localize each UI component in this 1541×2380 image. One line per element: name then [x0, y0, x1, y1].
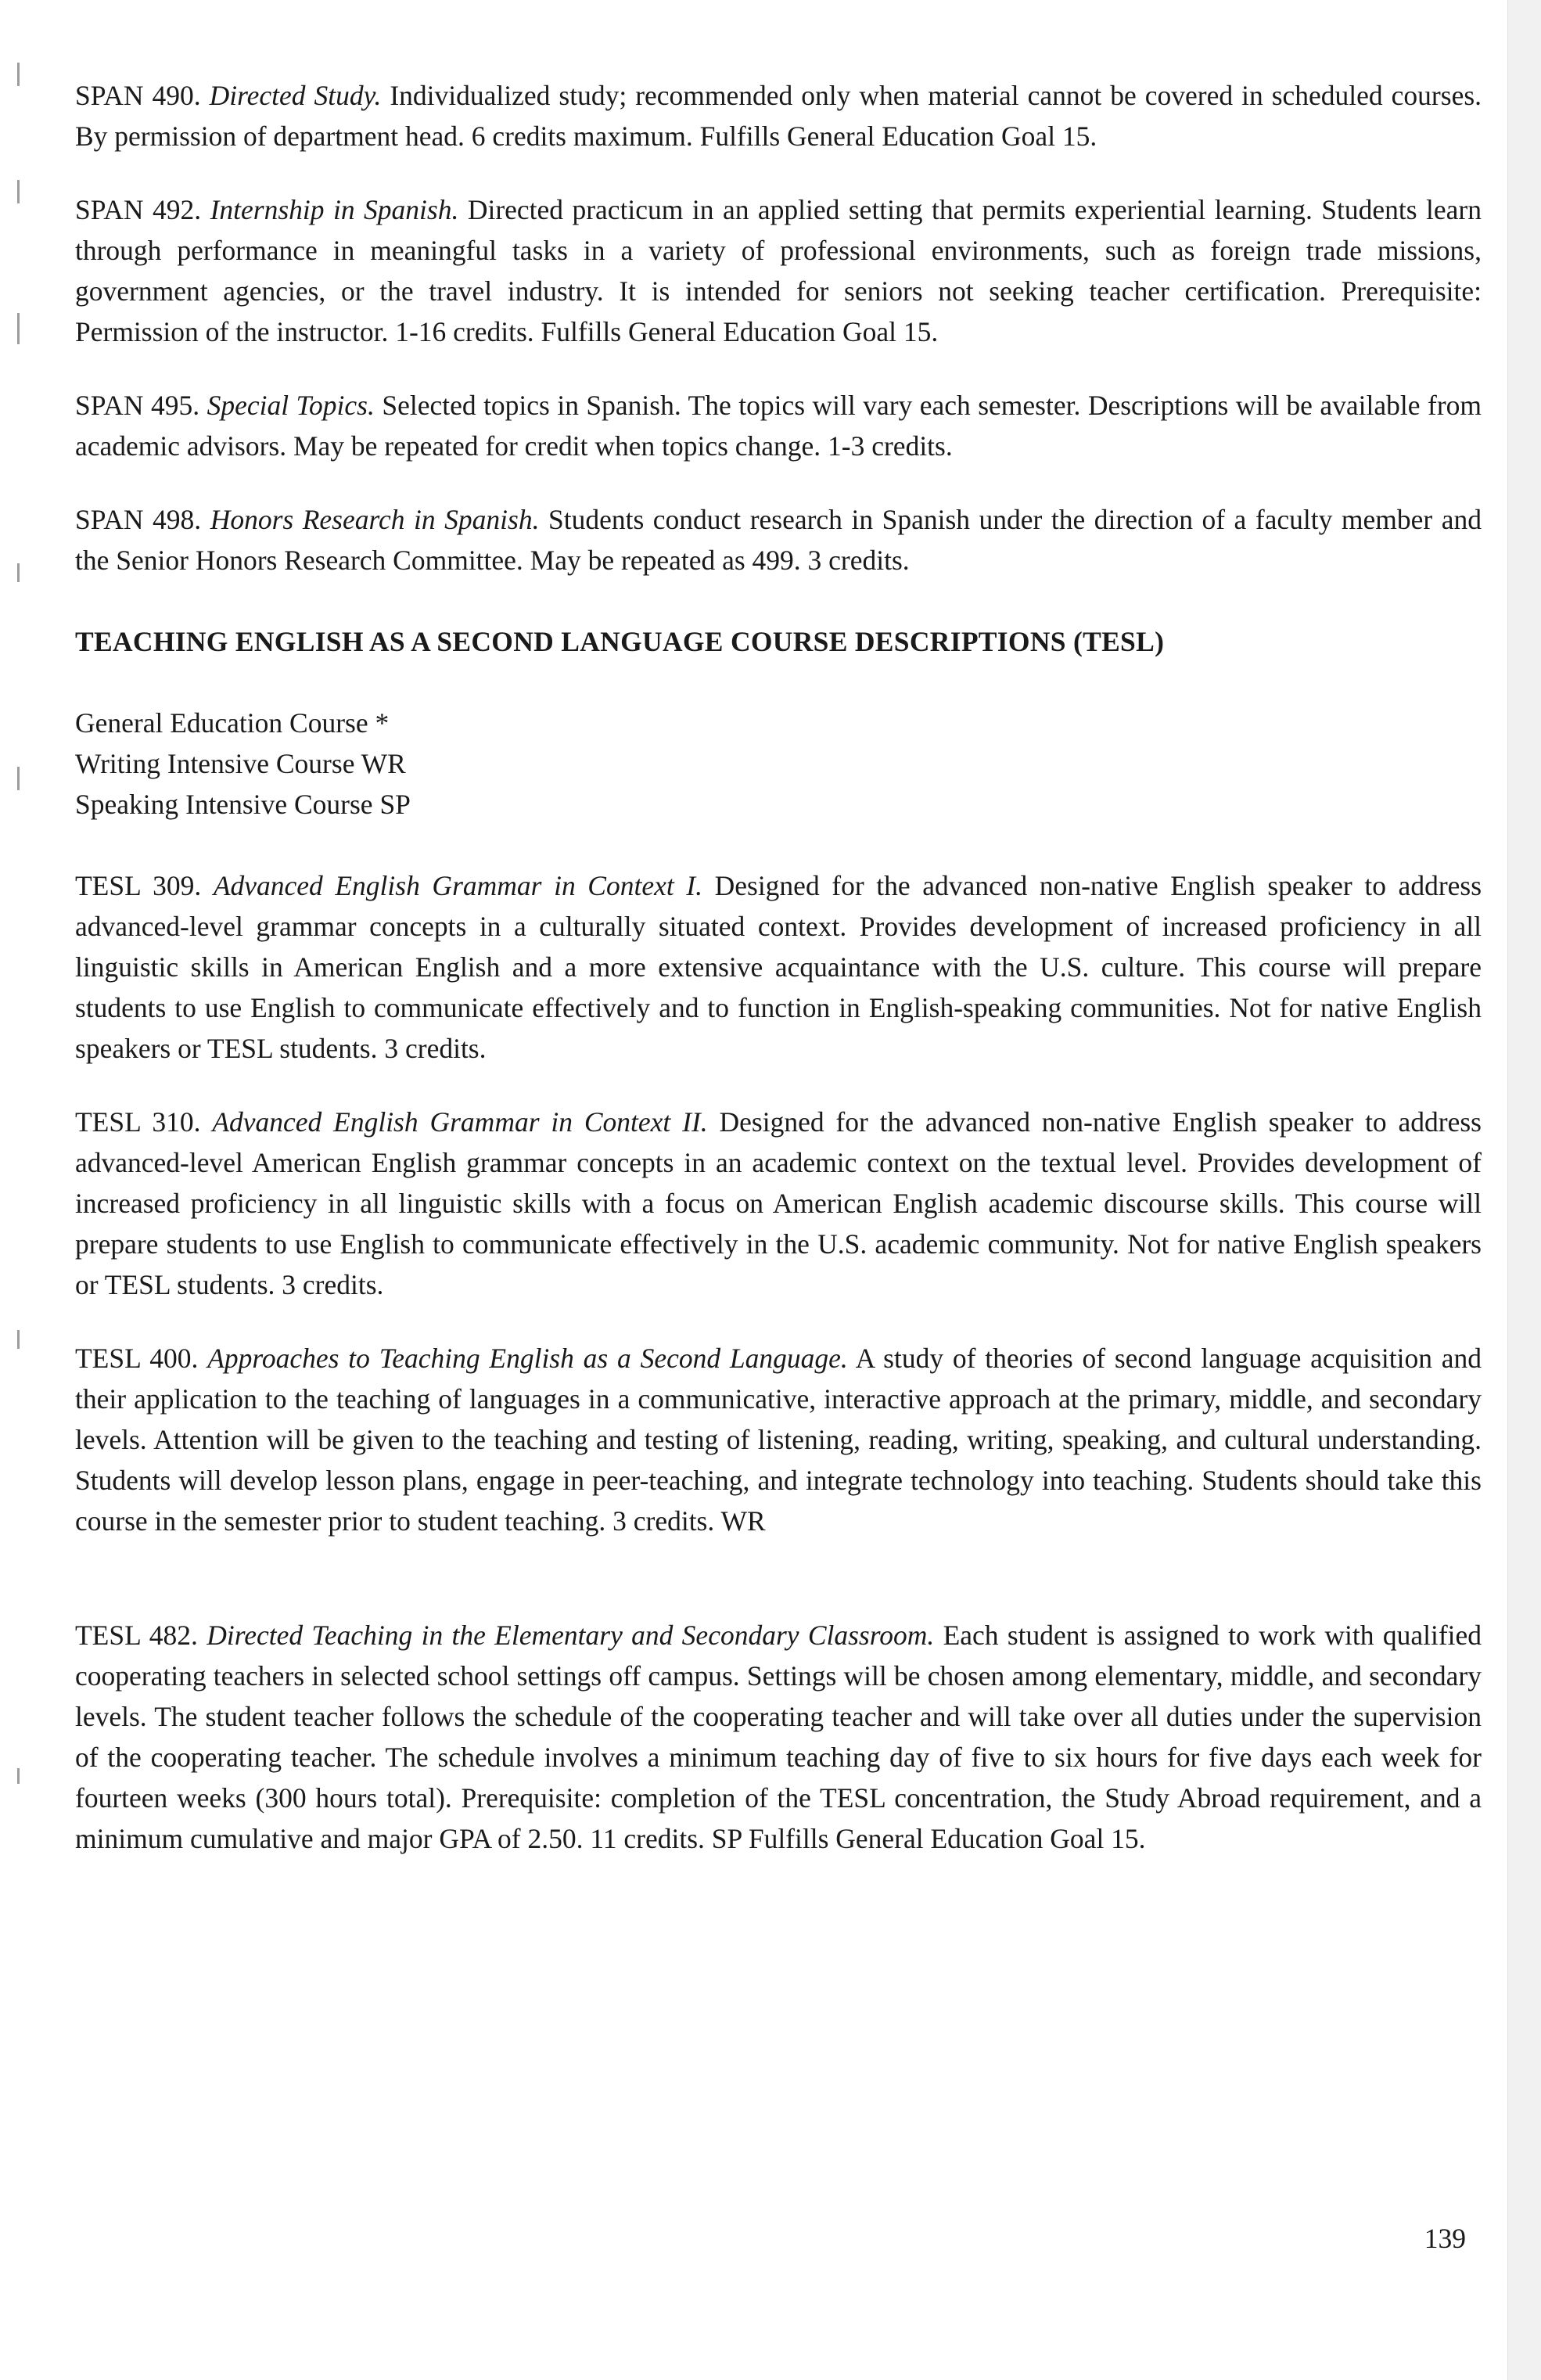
course-description — [75, 1338, 1482, 1541]
course-title: Advanced English Grammar in Context I. — [213, 870, 702, 901]
course-code: TESL 400. — [75, 1343, 199, 1374]
course-code: TESL 482. — [75, 1620, 198, 1651]
course-entry-tesl-310 — [75, 1102, 1482, 1307]
course-description — [75, 1102, 1482, 1305]
course-description — [75, 1615, 1482, 1859]
course-title: Special Topics. — [207, 390, 375, 421]
course-entry-span-498 — [75, 499, 1482, 582]
course-entry-span-490 — [75, 75, 1482, 158]
course-body: A study of theories of second language acquisition and their application to the teaching of languages in a communicative, interactive approach at the primary, middle, and secondary levels. Attention will be given to the teaching and testing of listening, reading, writing, speaking, and cultural understanding. Students will develop lesson plans, engage in peer-teaching, and integrate technology into teaching. Students should take this course in the semester prior to student teaching. 3 credits. WR — [75, 1343, 1482, 1537]
course-title: Internship in Spanish. — [210, 194, 459, 225]
course-code: TESL 309. — [75, 870, 202, 901]
legend-writing-intensive: Writing Intensive Course WR — [75, 748, 406, 779]
legend-speaking-intensive: Speaking Intensive Course SP — [75, 789, 411, 820]
course-code: SPAN 490. — [75, 80, 201, 111]
catalog-page — [75, 75, 1482, 1901]
course-body: Selected topics in Spanish. The topics will vary each semester. Descriptions will be available from academic advisors. May be repeated for credit when topics change. 1-3 credits. — [75, 390, 1482, 462]
course-entry-span-495 — [75, 385, 1482, 468]
course-description — [75, 189, 1482, 352]
course-title: Approaches to Teaching English as a Second Language. — [207, 1343, 848, 1374]
course-title: Honors Research in Spanish. — [210, 504, 540, 535]
section-heading: TEACHING ENGLISH AS A SECOND LANGUAGE COURSE DESCRIPTIONS (TESL) — [75, 626, 1165, 657]
course-body: Students conduct research in Spanish under the direction of a faculty member and the Senior Honors Research Committee. May be repeated as 499. 3 credits. — [75, 504, 1482, 576]
course-body: Individualized study; recommended only when material cannot be covered in scheduled courses. By permission of department head. 6 credits maximum. Fulfills General Education Goal 15. — [75, 80, 1482, 152]
course-description — [75, 499, 1482, 581]
course-legend — [75, 703, 1482, 825]
course-body: Directed practicum in an applied setting that permits experiential learning. Students learn through performance in meaningful tasks in a variety of professional environments, such as foreign trade missions, government agencies, or the travel industry. It is intended for seniors not seeking teacher certification. Prerequisite: Permission of the instructor. 1-16 credits. Fulfills General Education Goal 15. — [75, 194, 1482, 347]
course-entry-tesl-482 — [75, 1615, 1482, 1901]
course-title: Directed Study. — [209, 80, 382, 111]
course-description — [75, 385, 1482, 466]
course-description — [75, 865, 1482, 1069]
course-entry-tesl-400 — [75, 1338, 1482, 1584]
page-number: 139 — [1424, 2223, 1466, 2254]
course-code: SPAN 495. — [75, 390, 200, 421]
course-body: Designed for the advanced non-native English speaker to address advanced-level American English grammar concepts in an academic context on the textual level. Provides development of increased proficiency in all linguistic skills with a focus on American English academic discourse skills. This course will prepare students to use English to communicate effectively in the U.S. academic community. Not for native English speakers or TESL students. 3 credits. — [75, 1106, 1482, 1300]
course-entry-span-492 — [75, 189, 1482, 354]
course-code: SPAN 498. — [75, 504, 202, 535]
scan-gutter — [1507, 0, 1541, 2380]
course-code: TESL 310. — [75, 1106, 201, 1138]
course-body: Designed for the advanced non-native English speaker to address advanced-level grammar concepts in a culturally situated context. Provides development of increased proficiency in all linguistic skills in American English and a more extensive acquaintance with the U.S. culture. This course will prepare students to use English to communicate effectively and to function in English-speaking communities. Not for native English speakers or TESL students. 3 credits. — [75, 870, 1482, 1064]
course-body: Each student is assigned to work with qualified cooperating teachers in selected school settings off campus. Settings will be chosen among elementary, middle, and secondary levels. The student teacher follows the schedule of the cooperating teacher and will take over all duties under the supervision of the cooperating teacher. The schedule involves a minimum teaching day of five to six hours for five days each week for fourteen weeks (300 hours total). Prerequisite: completion of the TESL concentration, the Study Abroad requirement, and a minimum cumulative and major GPA of 2.50. 11 credits. SP Fulfills General Education Goal 15. — [75, 1620, 1482, 1854]
course-title: Advanced English Grammar in Context II. — [212, 1106, 708, 1138]
course-title: Directed Teaching in the Elementary and Secondary Classroom. — [207, 1620, 935, 1651]
legend-general-education: General Education Course * — [75, 707, 390, 739]
course-code: SPAN 492. — [75, 194, 202, 225]
course-description — [75, 75, 1482, 156]
course-entry-tesl-309 — [75, 865, 1482, 1070]
